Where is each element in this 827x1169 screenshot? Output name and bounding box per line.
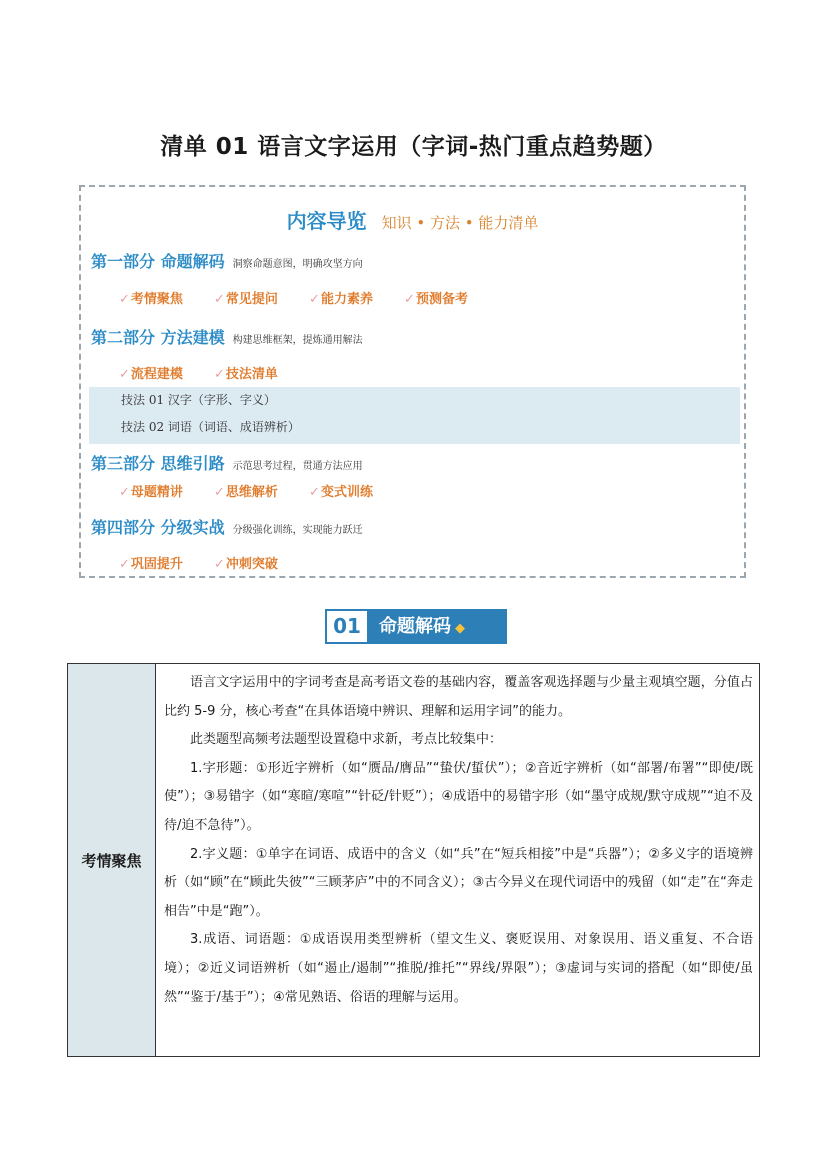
part-title: 第四部分 分级实战 <box>91 518 225 537</box>
part-4-tags <box>119 553 304 572</box>
part-1-tags <box>119 288 494 307</box>
part-desc: 分级强化训练，实现能力跃迁 <box>232 525 363 536</box>
guide-header <box>81 205 744 234</box>
section-badge <box>325 609 507 644</box>
methods-list <box>89 387 740 444</box>
part-3-tags <box>119 481 399 500</box>
checkmark-icon: ✓ <box>119 557 130 572</box>
part-desc: 示范思考过程，贯通方法应用 <box>232 461 363 472</box>
section-label: 命题解码 ◆ <box>369 609 507 644</box>
tag: ✓巩固提升 <box>119 557 183 572</box>
checkmark-icon: ✓ <box>119 485 130 500</box>
part-2 <box>91 325 363 348</box>
part-desc: 构建思维框架，提炼通用解法 <box>232 335 363 346</box>
tag: ✓变式训练 <box>309 485 373 500</box>
section-number: 01 <box>325 609 369 644</box>
paragraph: 语言文字运用中的字词考查是高考语文卷的基础内容，覆盖客观选择题与少量主观填空题，分值占比约 5-9 分，核心考查“在具体语境中辨识、理解和运用字词”的能力。 <box>164 675 753 719</box>
tag: ✓考情聚焦 <box>119 292 183 307</box>
tag: ✓冲刺突破 <box>214 557 278 572</box>
checkmark-icon: ✓ <box>214 557 225 572</box>
part-title: 第三部分 思维引路 <box>91 454 225 473</box>
method-item: 技法 01 汉字（字形、字义） <box>121 393 276 407</box>
method-item: 技法 02 词语（词语、成语辨析） <box>121 420 300 434</box>
tag: ✓思维解析 <box>214 485 278 500</box>
tag: ✓能力素养 <box>309 292 373 307</box>
table-label: 考情聚焦 <box>68 664 156 1056</box>
part-title: 第一部分 命题解码 <box>91 252 225 271</box>
guide-heading: 内容导览 <box>286 209 367 233</box>
paragraph: 此类题型高频考法题型设置稳中求新，考点比较集中： <box>190 732 503 748</box>
checkmark-icon: ✓ <box>404 292 415 307</box>
tag: ✓母题精讲 <box>119 485 183 500</box>
checkmark-icon: ✓ <box>214 485 225 500</box>
checkmark-icon: ✓ <box>309 292 320 307</box>
part-2-tags <box>119 363 304 382</box>
paragraph: 3.成语、词语题：①成语误用类型辨析（望文生义、褒贬误用、对象误用、语义重复、不合语境）；②近义词语辨析（如“遏止/遏制”“推脱/推托”“界线/界限”）；③虚词与实词的搭配（如“即使/虽然”“鉴于/基于”）；④常见熟语、俗语的理解与运用。 <box>164 932 753 1005</box>
tag: ✓常见提问 <box>214 292 278 307</box>
checkmark-icon: ✓ <box>214 367 225 382</box>
guide-subheading: 知识 • 方法 • 能力清单 <box>381 214 539 232</box>
table-content <box>156 664 759 1056</box>
checkmark-icon: ✓ <box>119 367 130 382</box>
part-3 <box>91 451 363 474</box>
page-title: 清单 01 语言文字运用（字词-热门重点趋势题） <box>160 134 667 160</box>
paragraph: 1.字形题：①形近字辨析（如“赝品/膺品”“蛰伏/蜇伏”）；②音近字辨析（如“部署/布署”“即使/既使”）；③易错字（如“寒暄/寒喧”“针砭/针贬”）；④成语中的易错字形（如“墨守成规/默守成规”“迫不及待/迫不急待”）。 <box>164 760 753 833</box>
part-desc: 洞察命题意图，明确攻坚方向 <box>232 259 363 270</box>
part-4 <box>91 515 363 538</box>
part-1 <box>91 249 363 272</box>
checkmark-icon: ✓ <box>214 292 225 307</box>
paragraph: 2.字义题：①单字在词语、成语中的含义（如“兵”在“短兵相接”中是“兵器”）；②多义字的语境辨析（如“顾”在“顾此失彼”“三顾茅庐”中的不同含义）；③古今异义在现代词语中的残留（如“走”在“奔走相告”中是“跑”）。 <box>164 846 753 919</box>
checkmark-icon: ✓ <box>119 292 130 307</box>
exam-focus-table <box>67 663 760 1057</box>
content-guide-box <box>79 185 746 578</box>
checkmark-icon: ✓ <box>309 485 320 500</box>
tag: ✓技法清单 <box>214 367 278 382</box>
tag: ✓预测备考 <box>404 292 468 307</box>
tag: ✓流程建模 <box>119 367 183 382</box>
part-title: 第二部分 方法建模 <box>91 328 225 347</box>
diamond-icon: ◆ <box>455 621 465 636</box>
